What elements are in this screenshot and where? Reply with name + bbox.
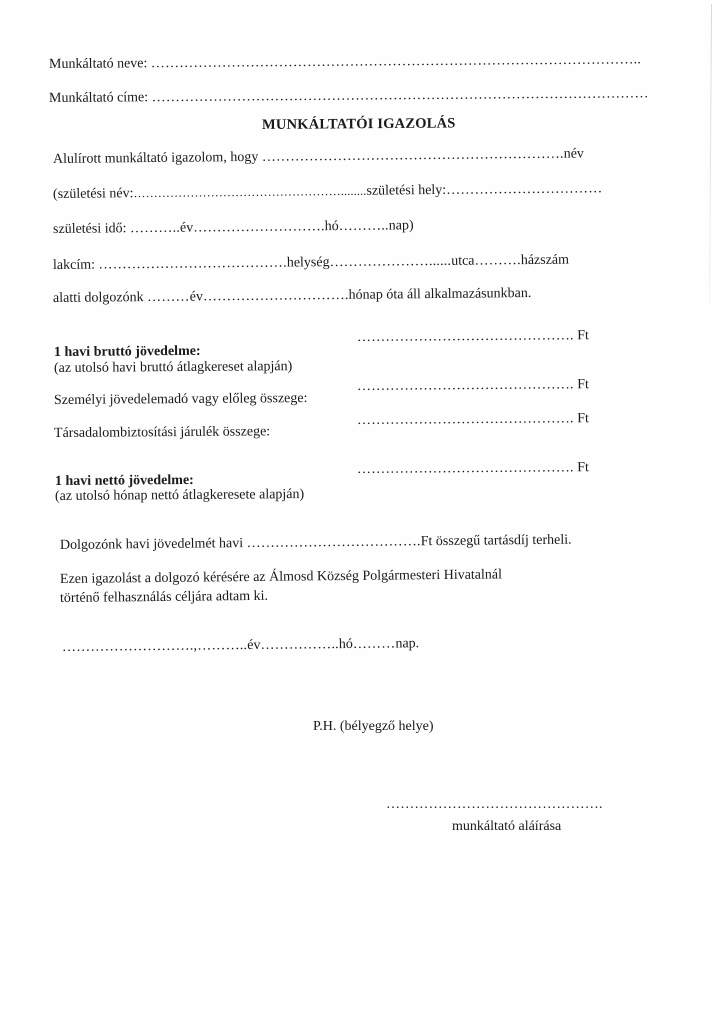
address-row: [53, 253, 569, 274]
gross-income-label: 1 havi bruttó jövedelme:: [53, 343, 201, 360]
name-suffix: név: [563, 146, 584, 162]
birth-name-label: (születési név:: [52, 186, 134, 202]
birth-year-field[interactable]: ………..: [129, 220, 181, 237]
personal-tax-row: [357, 377, 589, 395]
date-row: [62, 636, 419, 656]
birth-name-field[interactable]: ……………………………………………........: [133, 183, 367, 201]
street-field[interactable]: …………………......: [329, 253, 452, 271]
address-label: lakcím:: [52, 257, 96, 273]
employer-address-field[interactable]: ……………………………………………………………………………………………: [151, 86, 649, 106]
date-day-field[interactable]: ………: [352, 636, 396, 652]
personal-tax-unit: Ft: [577, 377, 589, 393]
gross-income-note: (az utolsó havi bruttó átlagkereset alapján): [53, 359, 293, 376]
date-month-label: hó: [338, 636, 353, 653]
alimony-amount-field[interactable]: ……………………………….: [246, 534, 421, 552]
employed-year-field[interactable]: ………: [147, 289, 190, 306]
employed-year-label: év: [189, 289, 203, 305]
day-label: nap): [388, 218, 414, 234]
locality-field[interactable]: ………………………………….: [98, 255, 287, 273]
employed-since-row: [53, 286, 531, 307]
social-security-field[interactable]: ……………………………………….: [356, 411, 574, 428]
net-income-field[interactable]: ……………………………………….: [356, 460, 574, 477]
signature-field[interactable]: ……………………………………….: [386, 797, 603, 812]
street-label: utca: [451, 253, 475, 269]
gross-income-unit: Ft: [577, 328, 589, 344]
employed-suffix: hónap óta áll alkalmazásunkban.: [348, 285, 532, 303]
locality-label: helység: [286, 255, 330, 271]
social-security-row: [357, 411, 589, 429]
certify-row: [53, 146, 584, 168]
employer-name-row: [49, 52, 641, 73]
date-month-field[interactable]: ……………..: [260, 637, 339, 653]
employer-name-field[interactable]: …………………………………………………………………………………………..: [150, 52, 642, 72]
document-title: MUNKÁLTATÓI IGAZOLÁS: [261, 115, 456, 133]
employer-address-row: [49, 86, 649, 107]
employee-name-field[interactable]: ……………………………………………………….: [261, 146, 564, 165]
birth-date-row: [53, 218, 414, 238]
date-year-label: év: [247, 637, 261, 654]
social-security-unit: Ft: [577, 411, 589, 427]
employer-address-label: Munkáltató címe:: [48, 90, 149, 106]
alimony-suffix: Ft összegű tartásdíj terheli.: [420, 532, 572, 550]
house-number-field[interactable]: ……….: [474, 253, 521, 269]
employer-name-label: Munkáltató neve:: [48, 56, 148, 72]
place-and-year-field[interactable]: ……………………….,………..: [61, 638, 248, 655]
purpose-line-2: történő felhasználás céljára adtam ki.: [59, 588, 269, 606]
net-income-unit: Ft: [577, 460, 589, 476]
personal-tax-field[interactable]: ……………………………………….: [356, 377, 574, 394]
birth-place-field[interactable]: ……………………………: [446, 181, 603, 198]
signature-label: munkáltató aláírása: [452, 819, 562, 834]
certify-text: Alulírott munkáltató igazolom, hogy: [52, 149, 259, 167]
employed-label: alatti dolgozónk: [52, 290, 144, 306]
scan-edge-line: [709, 4, 712, 304]
alimony-row: [60, 533, 572, 554]
birth-month-field[interactable]: ……………………….: [193, 219, 325, 236]
employed-month-field[interactable]: ………………………….: [202, 287, 349, 305]
alimony-text: Dolgozónk havi jövedelmét havi: [59, 536, 244, 553]
net-income-note: (az utolsó hónap nettó átlagkeresete alapján): [54, 487, 305, 504]
purpose-line-1: Ezen igazolást a dolgozó kérésére az Álmosd Község Polgármesteri Hivatalnál: [59, 567, 503, 587]
year-label: év: [179, 220, 194, 236]
gross-income-field[interactable]: ……………………………………….: [356, 328, 574, 345]
birth-name-row: [53, 180, 603, 203]
birth-date-label: születési idő:: [52, 221, 127, 237]
birth-day-field[interactable]: ………..: [338, 218, 389, 235]
stamp-placeholder: P.H. (bélyegző helye): [313, 719, 434, 734]
birth-place-label: születési hely:: [366, 182, 447, 199]
house-number-label: házszám: [520, 252, 570, 269]
month-label: hó: [324, 219, 339, 235]
net-income-label: 1 havi nettó jövedelme:: [54, 472, 194, 489]
net-income-row: [357, 460, 589, 478]
social-security-label: Társadalombiztosítási járulék összege:: [53, 424, 271, 441]
personal-tax-label: Személyi jövedelemadó vagy előleg összege:: [53, 391, 308, 408]
date-day-label: nap.: [395, 636, 420, 652]
gross-income-row: [357, 328, 589, 346]
